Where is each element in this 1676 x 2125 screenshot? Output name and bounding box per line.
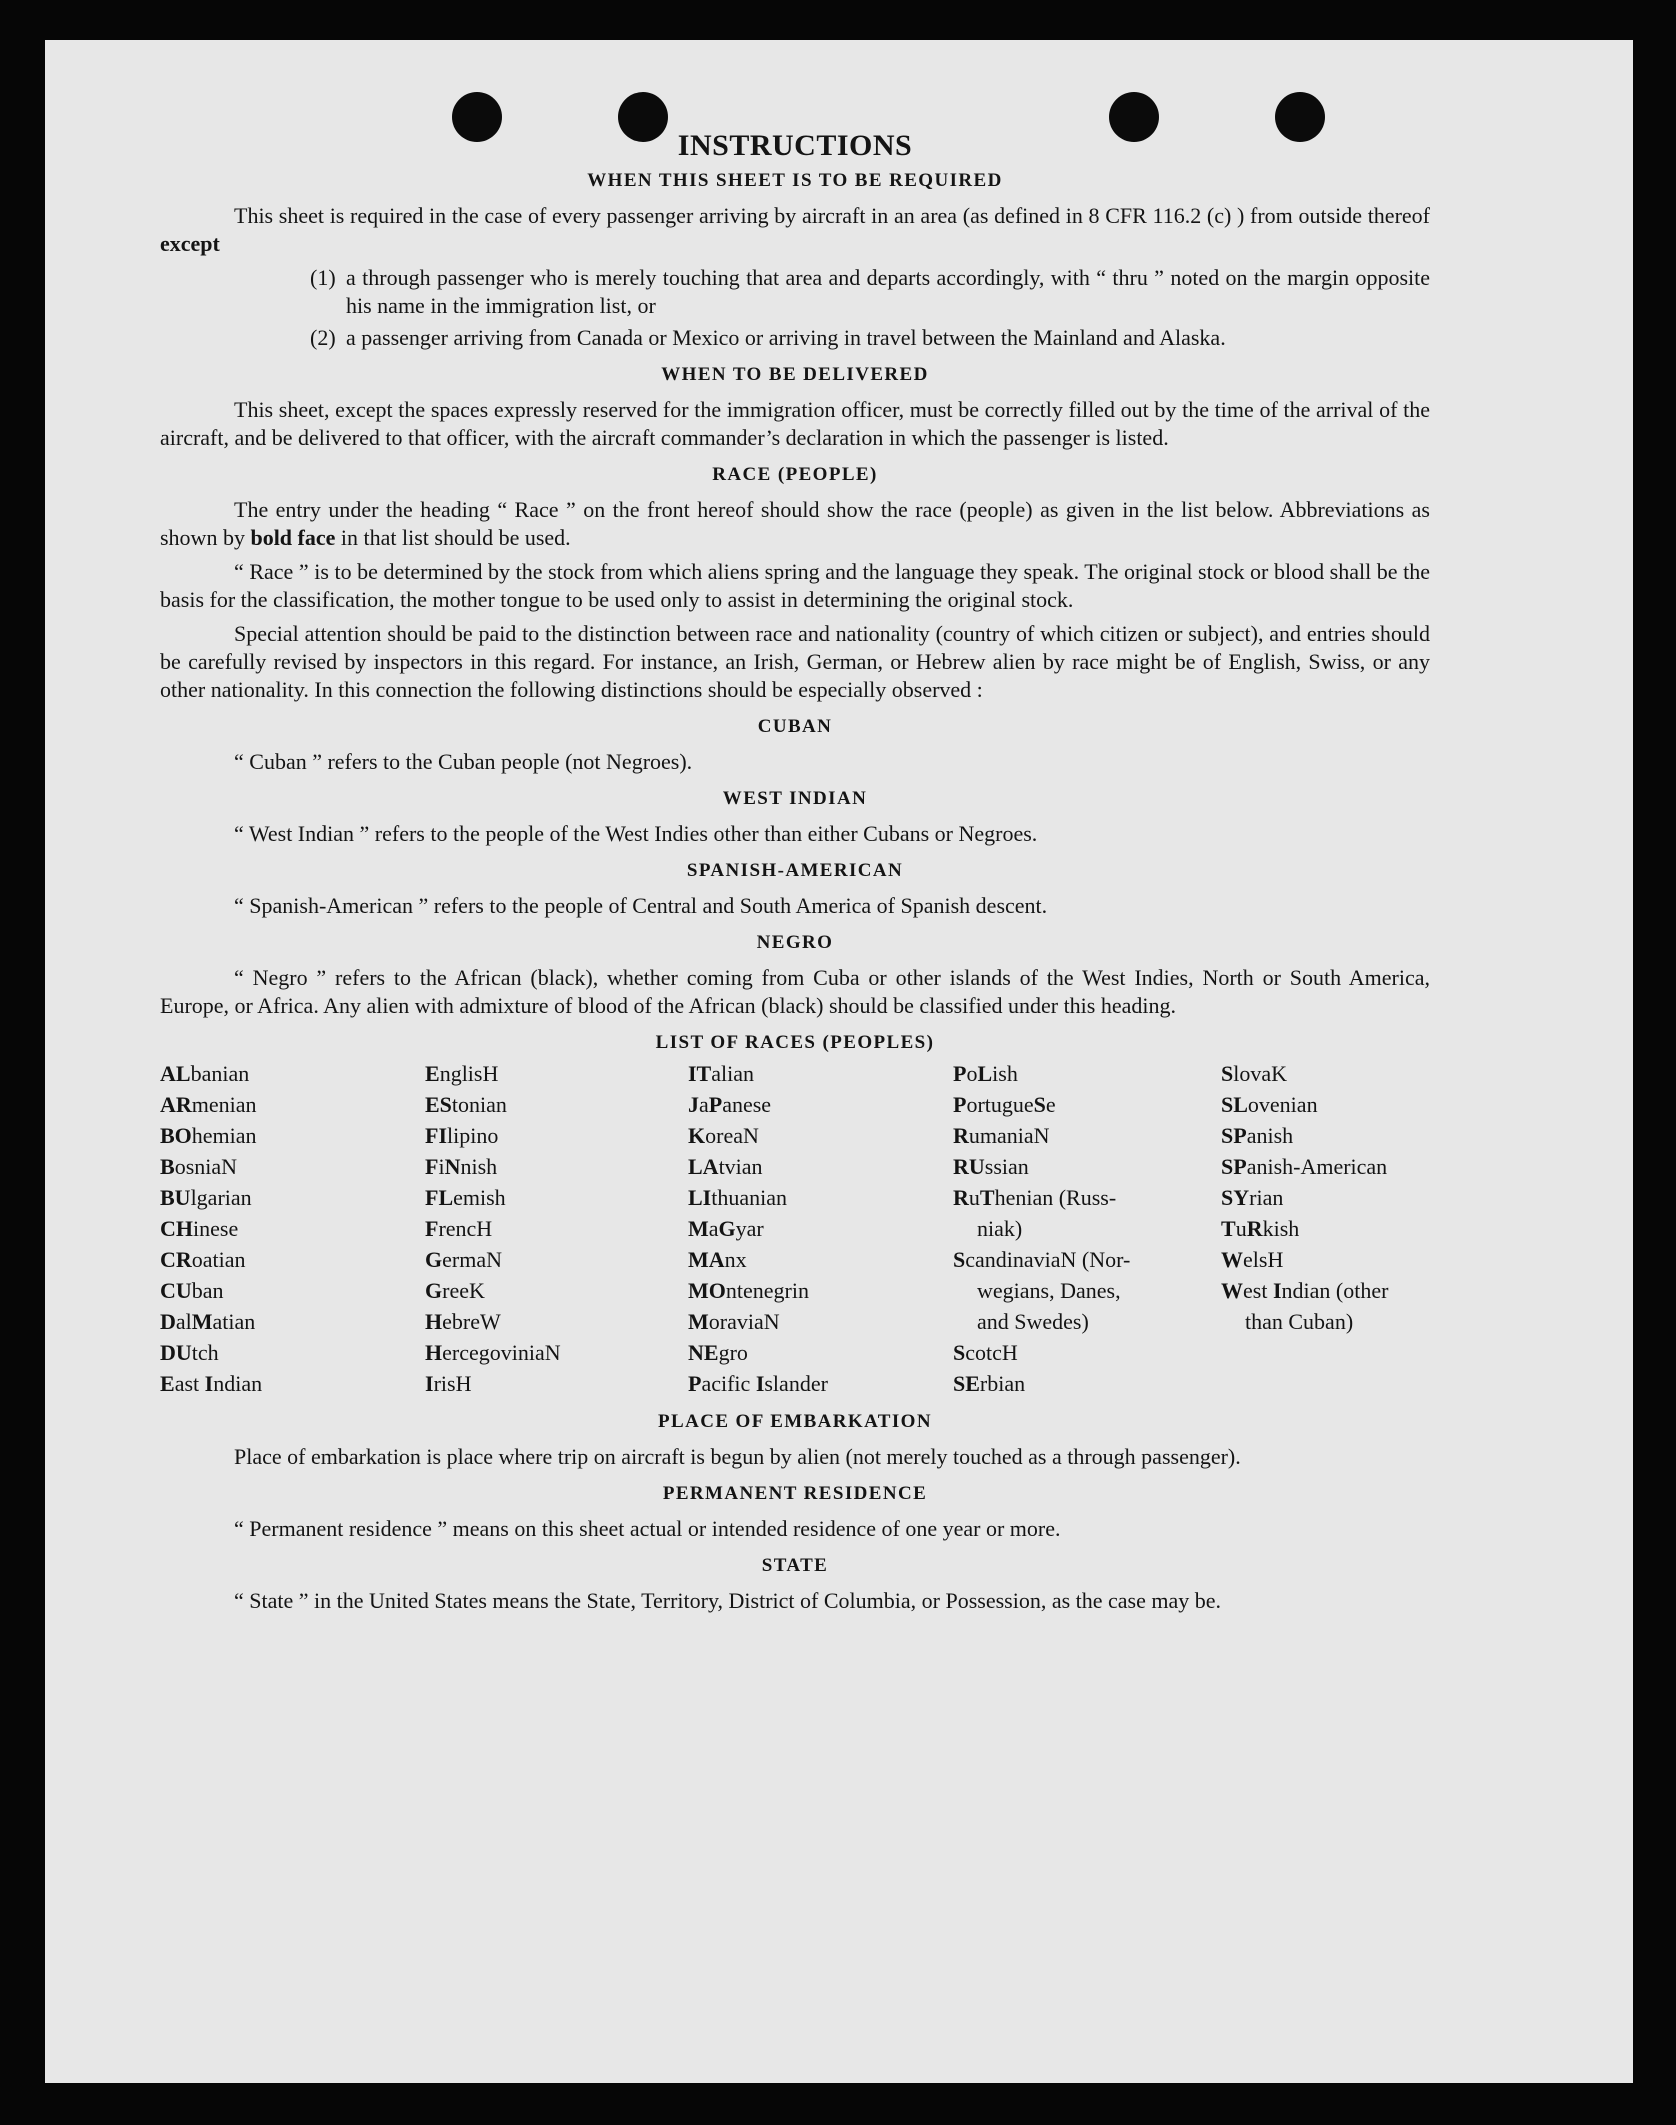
race-entry: ITalian: [688, 1061, 755, 1086]
race-entry: CRoatian: [160, 1247, 246, 1272]
race-entry: GermaN: [425, 1247, 502, 1272]
races-column: [688, 1058, 953, 1399]
race-entry: MOntenegrin: [688, 1278, 809, 1303]
document-title: INSTRUCTIONS: [677, 129, 913, 162]
race-entry: ScandinaviaN (Nor-: [953, 1247, 1131, 1272]
heading-negro: NEGRO: [756, 932, 834, 953]
races-column: [160, 1058, 425, 1399]
race-entry: FiNnish: [425, 1154, 498, 1179]
race-entry: SYrian: [1221, 1185, 1284, 1210]
races-column: [953, 1058, 1221, 1399]
race-entry: WelsH: [1221, 1247, 1284, 1272]
race-entry: RUssian: [953, 1154, 1029, 1179]
race-entry: PoLish: [953, 1061, 1018, 1086]
heading-when-delivered: WHEN TO BE DELIVERED: [661, 364, 929, 385]
race-entry: ScotcH: [953, 1340, 1018, 1365]
race-entry: niak): [977, 1216, 1023, 1241]
heading-west-indian: WEST INDIAN: [722, 788, 868, 809]
race-entry: KoreaN: [688, 1123, 759, 1148]
race-entry: LIthuanian: [688, 1185, 788, 1210]
heading-spanish-american: SPANISH-AMERICAN: [686, 860, 904, 881]
heading-race: RACE (PEOPLE): [712, 464, 878, 485]
race-entry: JaPanese: [688, 1092, 772, 1117]
race-entry: SlovaK: [1221, 1061, 1288, 1086]
race-entry: HebreW: [425, 1309, 501, 1334]
paragraph-cuban: “ Cuban ” refers to the Cuban people (not Negroes).: [234, 749, 693, 774]
race-entry: East Indian: [160, 1371, 263, 1396]
race-entry: BosniaN: [160, 1154, 238, 1179]
race-entry: CHinese: [160, 1216, 239, 1241]
paragraph-spanish-american: “ Spanish-American ” refers to the people of Central and South America of Spanish descent.: [234, 893, 1048, 918]
race-entry: DUtch: [160, 1340, 219, 1365]
paragraph-permanent-residence: “ Permanent residence ” means on this sheet actual or intended residence of one year or more.: [234, 1516, 1061, 1541]
race-entry: ALbanian: [160, 1061, 250, 1086]
race-entry: West Indian (other: [1221, 1278, 1389, 1303]
paragraph-race-entry: The entry under the heading “ Race ” on the front hereof should show the race (people) as given in the list below. Abbreviations as shown by bold face in that list should be used.: [160, 497, 1430, 550]
race-entry: EnglisH: [425, 1061, 499, 1086]
exception-1: (1) a through passenger who is merely touching that area and departs accordingly, with “ thru ” noted on the margin opposite his name in the immigration list, or: [310, 265, 1430, 318]
heading-permanent-residence: PERMANENT RESIDENCE: [662, 1483, 928, 1504]
race-entry: RumaniaN: [953, 1123, 1050, 1148]
race-entry: MoraviaN: [688, 1309, 780, 1334]
race-entry: LAtvian: [688, 1154, 763, 1179]
race-entry: wegians, Danes,: [977, 1278, 1121, 1303]
race-entry: TuRkish: [1221, 1216, 1300, 1241]
race-entry: SLovenian: [1221, 1092, 1318, 1117]
race-entry: GreeK: [425, 1278, 485, 1303]
race-entry: PortugueSe: [953, 1092, 1056, 1117]
paragraph-west-indian: “ West Indian ” refers to the people of the West Indies other than either Cubans or Negroes.: [234, 821, 1038, 846]
race-entry: HercegoviniaN: [425, 1340, 561, 1365]
heading-cuban: CUBAN: [757, 716, 833, 737]
heading-when-required: WHEN THIS SHEET IS TO BE REQUIRED: [587, 170, 1003, 191]
document-body: [160, 126, 1430, 1621]
races-column: [1221, 1058, 1430, 1399]
race-entry: MAnx: [688, 1247, 747, 1272]
race-entry: SErbian: [953, 1371, 1026, 1396]
race-entry: FrencH: [425, 1216, 493, 1241]
race-entry: MaGyar: [688, 1216, 764, 1241]
race-entry: BOhemian: [160, 1123, 257, 1148]
race-entry: FLemish: [425, 1185, 506, 1210]
race-entry: RuThenian (Russ-: [953, 1185, 1117, 1210]
heading-list-of-races: LIST OF RACES (PEOPLES): [655, 1032, 935, 1053]
race-entry: than Cuban): [1245, 1309, 1354, 1334]
paragraph-race-definition: “ Race ” is to be determined by the stock from which aliens spring and the language they speak. The original stock or blood shall be the basis for the classification, the mother tongue to be used only to assist in determining the original stock.: [160, 559, 1430, 612]
race-entry: CUban: [160, 1278, 224, 1303]
heading-state: STATE: [761, 1555, 829, 1576]
paragraph-race-nationality: Special attention should be paid to the distinction between race and nationality (country of which citizen or subject), and entries should be carefully revised by inspectors in this regard. For instance, an Irish, German, or Hebrew alien by race might be of English, Swiss, or any other nationality. In this connection the following distinctions should be especially observed :: [160, 621, 1430, 702]
race-entry: and Swedes): [977, 1309, 1089, 1334]
exception-2: (2) a passenger arriving from Canada or Mexico or arriving in travel between the Mainland and Alaska.: [310, 325, 1226, 350]
paragraph-when-required: This sheet is required in the case of every passenger arriving by aircraft in an area (as defined in 8 CFR 116.2 (c) ) from outside thereof except: [160, 203, 1430, 256]
race-entry: Pacific Islander: [688, 1371, 828, 1396]
race-entry: BUlgarian: [160, 1185, 252, 1210]
races-column: [425, 1058, 688, 1399]
heading-embarkation: PLACE OF EMBARKATION: [658, 1411, 932, 1432]
paragraph-embarkation: Place of embarkation is place where trip on aircraft is begun by alien (not merely touched as a through passenger).: [234, 1444, 1241, 1469]
race-entry: EStonian: [425, 1092, 507, 1117]
race-entry: DalMatian: [160, 1309, 256, 1334]
race-entry: ARmenian: [160, 1092, 257, 1117]
paragraph-when-delivered: This sheet, except the spaces expressly reserved for the immigration officer, must be correctly filled out by the time of the arrival of the aircraft, and be delivered to that officer, with the aircraft commander’s declaration in which the passenger is listed.: [160, 397, 1430, 450]
race-entry: NEgro: [688, 1340, 748, 1365]
race-entry: FIlipino: [425, 1123, 499, 1148]
race-entry: SPanish: [1221, 1123, 1294, 1148]
race-entry: SPanish-American: [1221, 1154, 1388, 1179]
races-list: [160, 1058, 1430, 1399]
paragraph-state: “ State ” in the United States means the State, Territory, District of Columbia, or Possession, as the case may be.: [234, 1588, 1222, 1613]
race-entry: IrisH: [425, 1371, 472, 1396]
paragraph-negro: “ Negro ” refers to the African (black), whether coming from Cuba or other islands of the West Indies, North or South America, Europe, or Africa. Any alien with admixture of blood of the African (black) should be classified under this heading.: [160, 965, 1430, 1018]
